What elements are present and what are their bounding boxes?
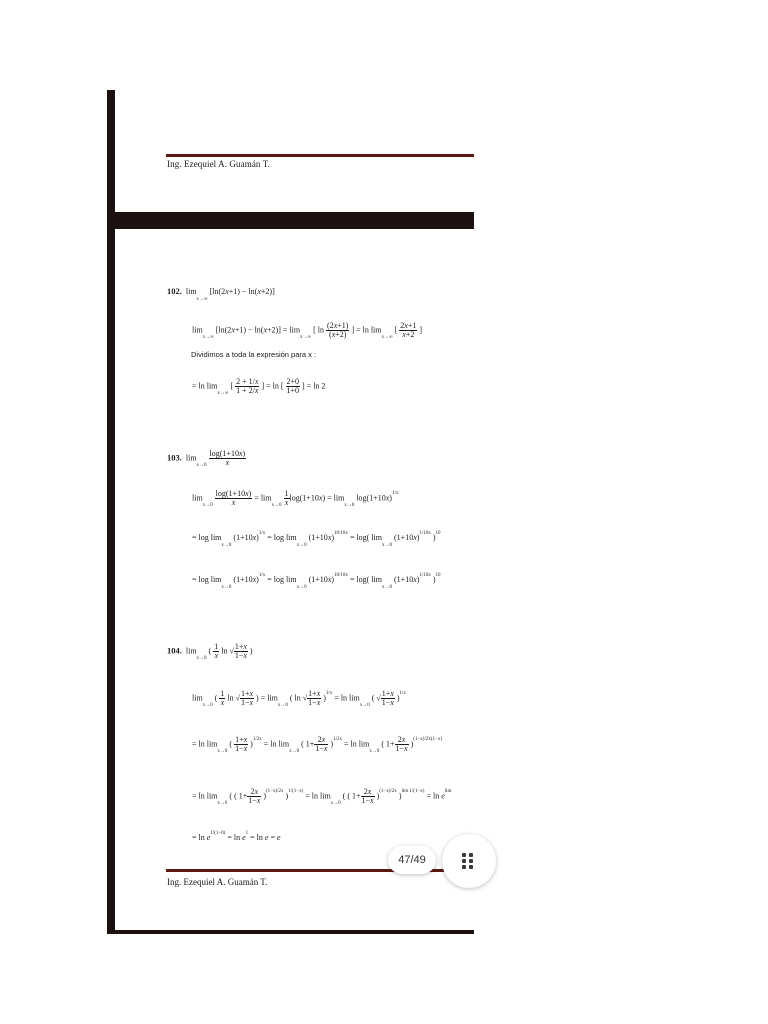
problem-103-step-1: $\lim_{x\to 0}$ $\frac{\log(1+10x)}{x}$ = $\lim_{x\to 0}$ $\frac{1}{x}$ $\log(1+10x) = \lim_{x\to 0} \log(1+10x)^{1/x}$ xyxy=(192,489,399,509)
problem-102-step-2: = $\ln \lim_{x\to\infty}$ [ $\frac{2 + 1/x}{1 + 2/x}$ ] = ln [ $\frac{2+0}{1+0}$ ] = ln 2 xyxy=(192,377,326,397)
problem-103-step-2: = $\log \lim_{x\to 0} (1+10x)^{1/x} = \log \lim_{x\to 0} (1+10x)^{10/10x} = \log$( $\lim_{x\to 0} (1+10x)^{1/10x}$ )$^{10}$ xyxy=(192,531,441,548)
page-indicator[interactable]: 47/49 xyxy=(388,846,436,874)
footer-author: Ing. Ezequiel A. Guamán T. xyxy=(167,877,268,887)
page-bottom-border xyxy=(107,930,474,934)
problem-102-note: Dividimos a toda la expresión para x : xyxy=(191,350,317,359)
header-rule xyxy=(166,154,474,157)
problem-104-statement: 104. $\lim_{x\to 0}$ ( $\frac{1}{x}$ ln √ $\frac{1+x}{1-x}$ ) xyxy=(167,642,253,662)
problem-104-step-2: = $\ln \lim_{x\to 0}$ ( $\frac{1+x}{1-x}$ )$^{1/2x} = \ln \lim_{x\to 0}$ ( 1+ $\frac{2x}{1-x}$ )$^{1/2x} = \ln \lim_{x\to 0}$ ( 1+ $\frac{2x}{1-x}$ )$^{(1-x)/2x(1-x)}$ xyxy=(192,735,442,755)
problem-104-step-4: = $\ln e^{1/(1-0)} = \ln e^1 = \ln e = e$ xyxy=(192,831,281,842)
header-author: Ing. Ezequiel A. Guamán T. xyxy=(167,159,270,169)
problem-104-step-3: = $\ln \lim_{x\to 0}$ ( ( 1+ $\frac{2x}{1-x}$ )$^{(1-x)/2x}$ )$^{1/(1-x)} = \ln \lim_{x\to 0}$ ( ( 1+ $\frac{2x}{1-x}$ )$^{(1-x)/2x}$ )$^{lim 1/(1-x)} = \ln e^{lim}$ xyxy=(192,787,452,807)
problem-103-statement: 103. $\lim_{x\to 0}$ $\frac{\log(1+10x)}{x}$ xyxy=(167,449,246,469)
problem-103-step-3: = $\log \lim_{x\to 0} (1+10x)^{1/x} = \log \lim_{x\to 0} (1+10x)^{10/10x} = \log$( $\lim_{x\to 0} (1+10x)^{1/10x}$ )$^{10}$ xyxy=(192,573,441,590)
problem-102-statement: 102. $\lim_{x\to\infty} [\ln(2x+1) - \ln(x+2)]$ xyxy=(167,286,275,302)
page-break-band xyxy=(107,212,474,229)
problem-104-step-1: $\lim_{x\to 0}$ ( $\frac{1}{x}$ ln √ $\frac{1+x}{1-x}$ ) = $\lim_{x\to 0}$ ( ln √ $\frac{1+x}{1-x}$ )$^{1/x} = \ln \lim_{x\to 0}$ ( √ $\frac{1+x}{1-x}$ )$^{1/x}$ xyxy=(192,689,406,709)
grid-view-button[interactable] xyxy=(442,834,496,888)
problem-102-step-1: $\lim_{x\to\infty} [\ln(2x+1) - \ln(x+2)] = \lim_{x\to\infty}$ [ ln $\frac{(2x+1)}{(x+2)}$ ] = $\ln \lim_{x\to\infty}$ [ $\frac{2x+1}{x+2}$ ] xyxy=(192,321,423,341)
